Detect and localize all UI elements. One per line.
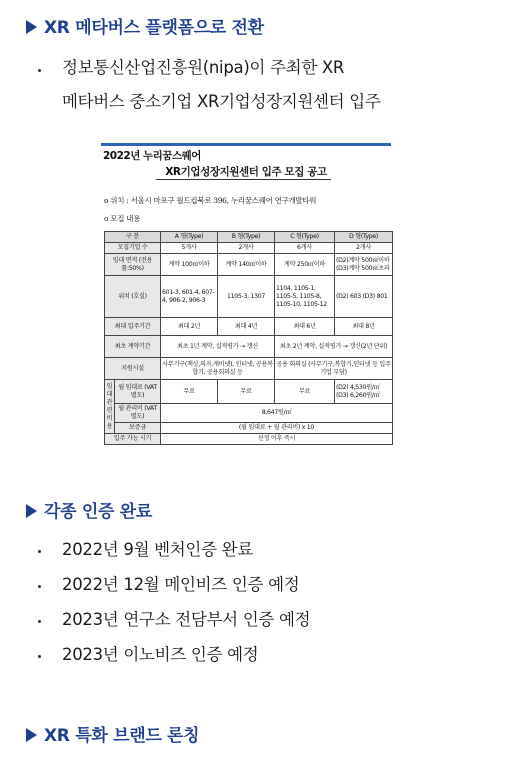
cert-item-mainbiz: 2022년 12월 메인비즈 인증 예정 bbox=[62, 575, 300, 594]
notice-small-title: 2022년 누리꿈스퀘어 bbox=[103, 150, 201, 162]
notice-table bbox=[104, 231, 393, 445]
table-row: 보증금 (월 임대료 + 월 관리비) x 10 bbox=[105, 423, 393, 434]
table-row: 최초 계약기간 최초 1년 계약, 실적평가 → 갱신 최초 2년 계약, 실적평가 → 갱신(2년 단위) bbox=[105, 336, 393, 358]
notice-main-title: XR기업성장지원센터 입주 모집 공고 bbox=[165, 166, 327, 178]
section-heading-certifications: 각종 인증 완료 bbox=[26, 497, 152, 522]
section-heading-xr-metaverse: XR 메타버스 플랫폼으로 전환 bbox=[26, 13, 264, 38]
table-row: 최대 입주기간 최대 2년 최대 4년 최대 6년 최대 8년 bbox=[105, 318, 393, 336]
notice-title-underline bbox=[156, 179, 331, 180]
table-row: 지원시설 사무기구(책상,의자,캐비넷), 인터넷, 공용복합기, 공용회의실 등 공용 회의실 (사무기구,복합기,인터넷 등 입주기업 부담) bbox=[105, 358, 393, 380]
table-row: 임대 관련 비용 월 임대료 (VAT별도) 무료 무료 무료 (D2) 4,530원/㎡ (D3) 6,260원/㎡ bbox=[105, 380, 393, 404]
table-row: 월 관리비 (VAT별도) 8,647원/㎡ bbox=[105, 404, 393, 423]
table-row: 위치 (호실) 601-3, 601-4, 607-4, 906-2, 906-3 1105-3, 1307 1104, 1105-1, 1105-5, 1105-8, 1105-10, 1105-12 (D2) 603 (D3) 801 bbox=[105, 276, 393, 318]
intro-line-1: 정보통신산업진흥원(nipa)이 주최한 XR bbox=[62, 58, 345, 77]
notice-location: o 위치 : 서울시 마포구 월드컵북로 396, 누리꿈스퀘어 연구개발타워 bbox=[104, 196, 317, 205]
table-row: 입주 가능 시기 선정 이후 즉시 bbox=[105, 434, 393, 445]
cert-item-innobiz: 2023년 이노비즈 인증 예정 bbox=[62, 645, 259, 664]
bullet-dot-icon bbox=[38, 655, 41, 658]
notice-top-bar bbox=[101, 143, 391, 146]
triangle-bullet-icon bbox=[26, 728, 37, 742]
bullet-dot-icon bbox=[38, 620, 41, 623]
section-heading-xr-brand: XR 특화 브랜드 론칭 bbox=[26, 721, 199, 746]
cert-item-research-dept: 2023년 연구소 전담부서 인증 예정 bbox=[62, 610, 311, 629]
bullet-dot-icon bbox=[38, 69, 41, 72]
bullet-dot-icon bbox=[38, 585, 41, 588]
table-row: 모집기업 수 5개사 2개사 6개사 2개사 bbox=[105, 243, 393, 254]
intro-line-2: 메타버스 중소기업 XR기업성장지원센터 입주 bbox=[62, 92, 381, 111]
triangle-bullet-icon bbox=[26, 20, 37, 34]
triangle-bullet-icon bbox=[26, 504, 37, 518]
recruitment-notice-image bbox=[100, 142, 396, 458]
notice-content-label: o 모집 내용 bbox=[104, 214, 141, 223]
table-row: 구 분 A 형(Type) B 형(Type) C 형(Type) D 형(Type) bbox=[105, 232, 393, 243]
table-row: 임대 면적 (전용률:50%) 계약 100㎡이하 계약 140㎡이하 계약 250㎡이하 (D2)계약 500㎡이하 (D3)계약 500㎡초과 bbox=[105, 254, 393, 276]
cert-item-venture: 2022년 9월 벤처인증 완료 bbox=[62, 540, 253, 559]
bullet-dot-icon bbox=[38, 550, 41, 553]
